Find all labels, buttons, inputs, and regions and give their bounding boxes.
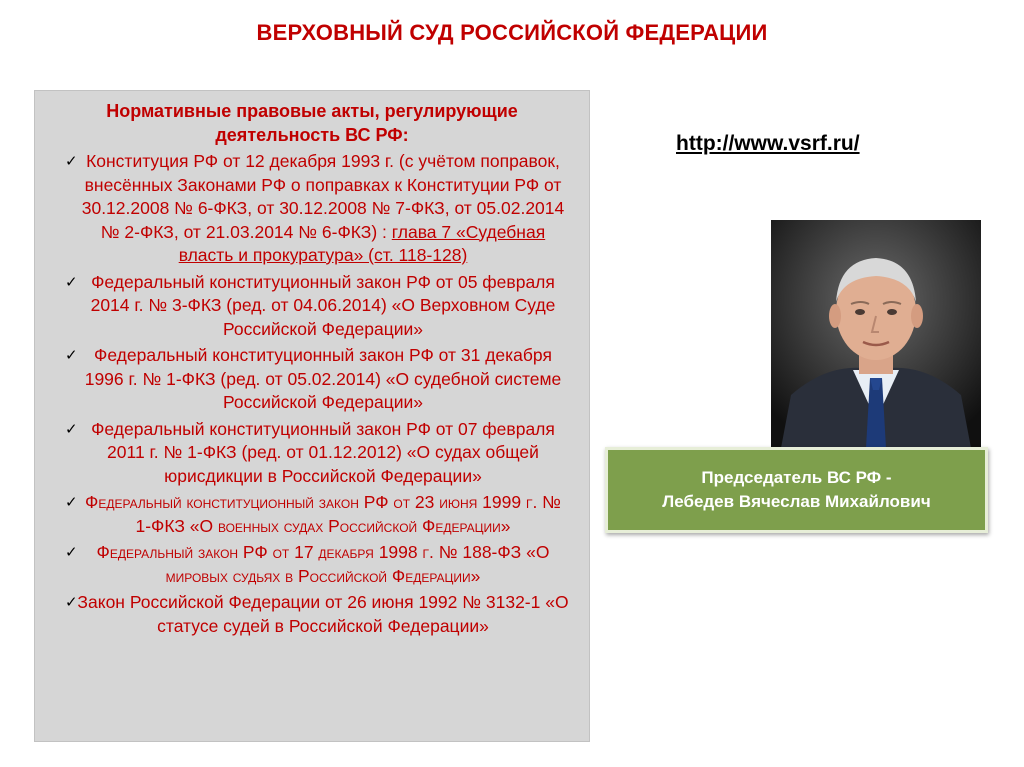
caption-role: Председатель ВС РФ - xyxy=(701,468,892,487)
checkmark-icon: ✓ xyxy=(65,594,78,611)
list-item: ✓ Федеральный конституционный закон РФ от 23 июня 1999 г. № 1-ФКЗ «О военных судах Российской Федерации» xyxy=(65,492,561,536)
checkmark-icon: ✓ xyxy=(65,273,78,291)
list-item: ✓ Федеральный конституционный закон РФ от 07 февраля 2011 г. № 1-ФКЗ (ред. от 01.12.2012) «О судах общей юрисдикции в Российской Федерации» xyxy=(65,418,555,486)
website-link[interactable]: http://www.vsrf.ru/ xyxy=(676,132,860,155)
list-item: ✓ Конституция РФ от 12 декабря 1993 г. (с учётом поправок, внесённых Законами РФ о поправках к Конституции РФ от 30.12.2008 № 6-ФКЗ, от 30.12.2008 № 7-ФКЗ, от 05.02.2014 № 2-ФКЗ, от 21.03.2014 № 6-ФКЗ) : глава 7 «Судебная власть и прокуратура» (ст. 118-128) xyxy=(65,151,565,265)
panel-heading: Нормативные правовые акты, регулирующие деятельность ВС РФ: xyxy=(106,101,518,145)
chairman-portrait xyxy=(771,220,981,448)
caption-name: Лебедев Вячеслав Михайлович xyxy=(662,492,931,511)
constitution-chapter-link: глава 7 «Судебная власть и прокуратура» (ст. 118-128) xyxy=(178,221,546,265)
checkmark-icon: ✓ xyxy=(65,347,78,364)
list-item: ✓ Закон Российской Федерации от 26 июня 1992 № 3132-1 «О статусе судей в Российской Федерации» xyxy=(65,592,569,636)
legal-acts-panel xyxy=(34,90,590,742)
list-item: ✓ Федеральный конституционный закон РФ от 05 февраля 2014 г. № 3-ФКЗ (ред. от 04.06.2014) «О Верховном Суде Российской Федерации» xyxy=(65,271,556,339)
list-item: ✓ Федеральный закон РФ от 17 декабря 1998 г. № 188-ФЗ «О мировых судьях в Российской Федерации» xyxy=(65,542,550,586)
page-title: ВЕРХОВНЫЙ СУД РОССИЙСКОЙ ФЕДЕРАЦИИ xyxy=(256,20,768,45)
checkmark-icon: ✓ xyxy=(65,494,78,511)
chairman-caption xyxy=(605,447,988,533)
portrait-illustration xyxy=(771,220,981,448)
list-item: ✓ Федеральный конституционный закон РФ от 31 декабря 1996 г. № 1-ФКЗ (ред. от 05.02.2014) «О судебной системе Российской Федерации» xyxy=(65,345,562,412)
checkmark-icon: ✓ xyxy=(65,420,78,438)
checkmark-icon: ✓ xyxy=(65,153,78,170)
checkmark-icon: ✓ xyxy=(65,544,78,561)
